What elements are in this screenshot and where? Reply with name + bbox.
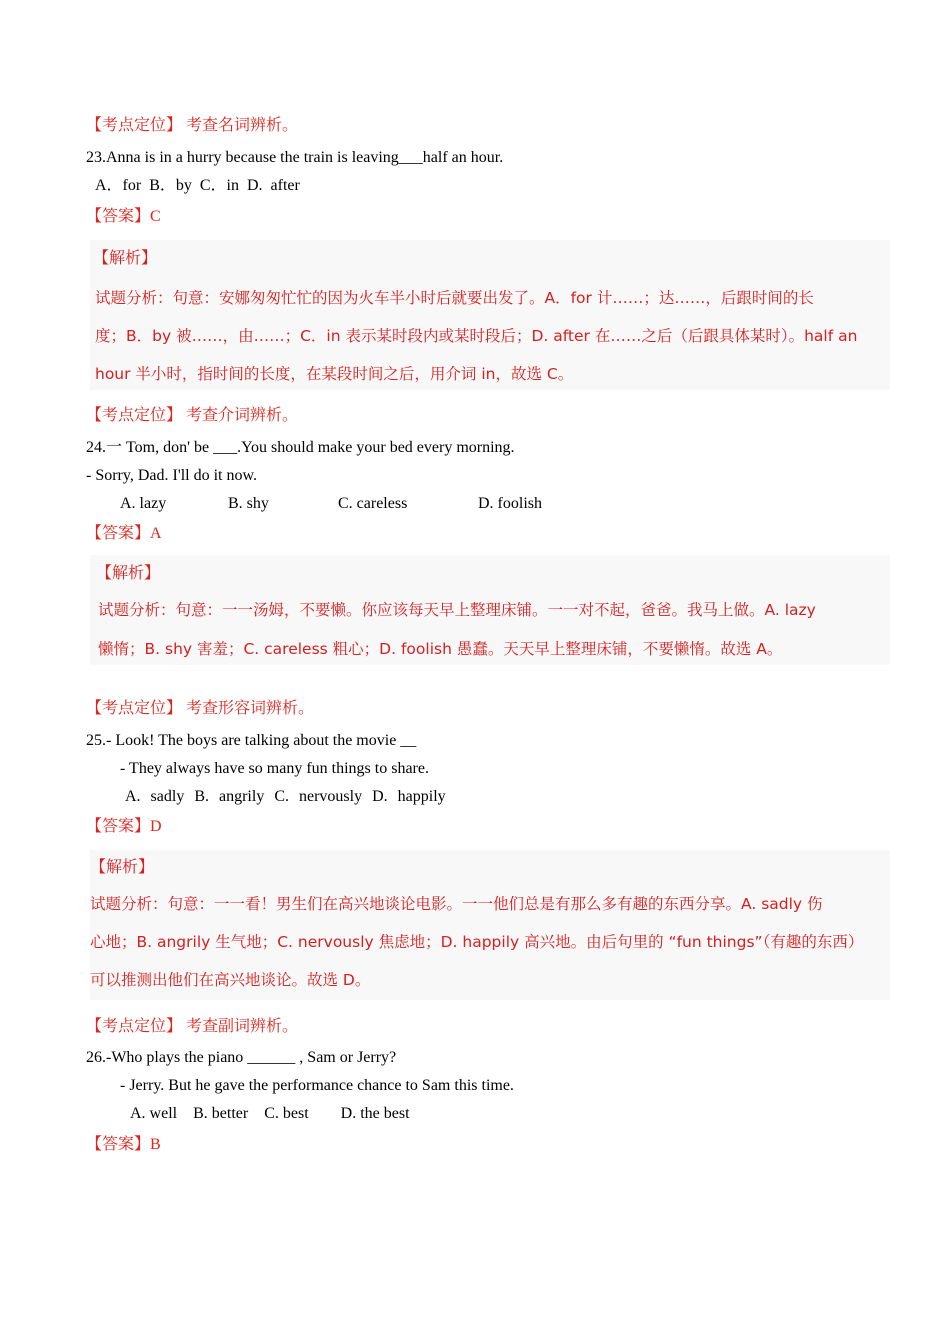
q26-options: A. well B. better C. best D. the best [130,1105,410,1122]
q24-option-a: A. lazy [120,495,167,512]
q24-answer: 【答案】A [86,525,162,542]
q25-analysis-line: 试题分析：句意：一一看！男生们在高兴地谈论电影。一一他们总是有那么多有趣的东西分享。A. sadly 伤 [90,895,823,913]
q22-exam-point: 【考点定位】 考查名词辨析。 [86,117,299,134]
q25-analysis-line: 可以推测出他们在高兴地谈论。故选 D。 [90,971,371,989]
q25-exam-point: 【考点定位】 考查副词辨析。 [86,1018,299,1035]
q26-question: 26.-Who plays the piano ______ , Sam or Jerry? [86,1049,397,1066]
q23-analysis-line: hour 半小时，指时间的长度，在某段时间之后，用介词 in，故选 C。 [95,365,574,383]
q25-answer: 【答案】D [86,818,162,835]
q24-analysis-line: 懒惰；B. shy 害羞；C. careless 粗心；D. foolish 愚蠢。天天早上整理床铺，不要懒惰。故选 A。 [98,640,783,658]
q23-exam-point: 【考点定位】 考查介词辨析。 [86,407,299,424]
q24-analysis-line: 试题分析：句意：一一汤姆，不要懒。你应该每天早上整理床铺。一一对不起，爸爸。我马上做。A. lazy [98,601,816,619]
q24-question: 24.一 Tom, don' be ___.You should make your bed every morning. [86,439,515,456]
q24-reply: - Sorry, Dad. I'll do it now. [86,467,258,484]
q26-answer: 【答案】B [86,1136,161,1153]
q23-analysis-line: 度；B．by 被……，由……；C．in 表示某时段内或某时段后；D. after 在……之后（后跟具体某时）。half an [95,327,858,345]
q24-option-b: B. shy [228,495,269,512]
q25-reply: - They always have so many fun things to share. [120,760,429,777]
q24-option-c: C. careless [338,495,408,512]
q25-question: 25.- Look! The boys are talking about the movie __ [86,732,417,749]
q24-exam-point: 【考点定位】 考查形容词辨析。 [86,700,315,717]
q25-analysis-title: 【解析】 [90,857,155,876]
q25-analysis-line: 心地；B. angrily 生气地；C. nervously 焦虑地；D. happily 高兴地。由后句里的 “fun things”（有趣的东西） [90,933,864,951]
q24-analysis-title: 【解析】 [96,563,161,582]
q23-analysis-title: 【解析】 [93,248,158,267]
q23-analysis-line: 试题分析：句意：安娜匆匆忙忙的因为火车半小时后就要出发了。A．for 计……；达……，后跟时间的长 [95,289,814,307]
q24-option-d: D. foolish [478,495,542,512]
q23-options: A．for B．by C．in D. after [95,177,300,194]
q23-answer: 【答案】C [86,208,161,225]
q25-options: A. sadly B. angrily C. nervously D. happily [125,788,446,805]
q26-reply: - Jerry. But he gave the performance chance to Sam this time. [120,1077,514,1094]
q23-question: 23.Anna is in a hurry because the train is leaving___half an hour. [86,149,504,166]
